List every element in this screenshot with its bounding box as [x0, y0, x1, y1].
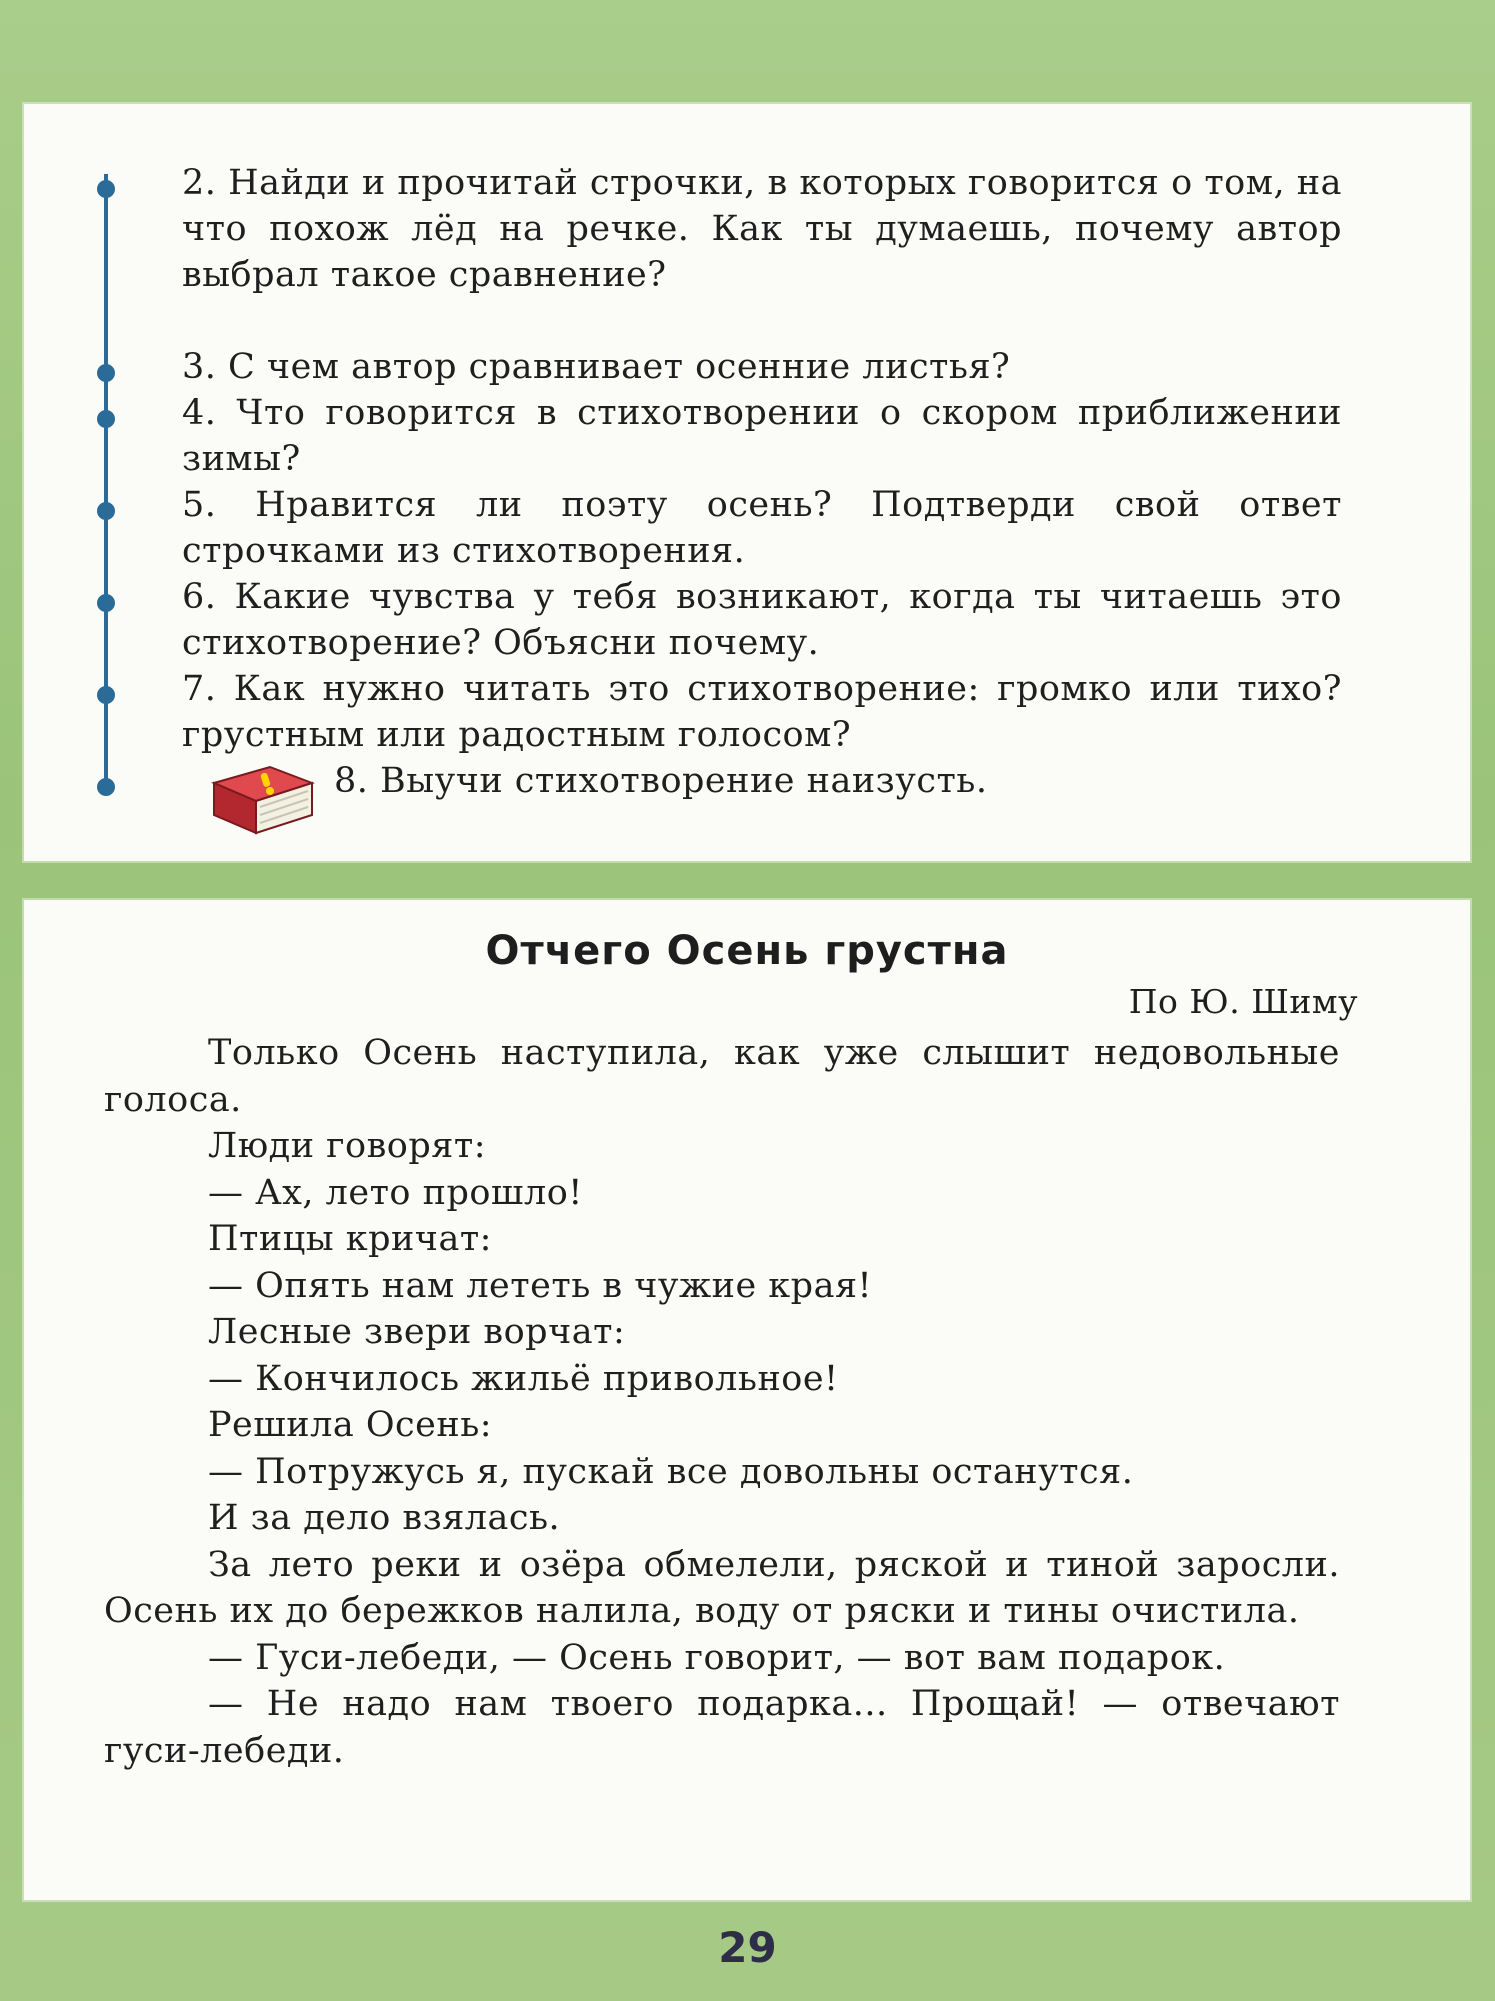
question-4: 4. Что говорится в стихотворении о скором приближении зимы?: [182, 393, 1342, 479]
paragraph: Лесные звери ворчат:: [208, 1312, 626, 1352]
paragraph: — Гуси-лебеди, — Осень говорит, — вот вам подарок.: [208, 1637, 1226, 1678]
paragraph: — Кончилось жильё привольное!: [208, 1358, 839, 1399]
story-text: [104, 1030, 1340, 1774]
story-title: Отчего Осень грустна: [485, 928, 1009, 974]
paragraph: — Не надо нам твоего подарка... Прощай! — отвечают гуси-лебеди.: [104, 1684, 1340, 1771]
question-8: 8. Выучи стихотворение наизусть.: [334, 761, 988, 801]
paragraph: — Ах, лето прошло!: [208, 1172, 583, 1213]
questions-panel: [24, 104, 1470, 861]
question-5: 5. Нравится ли поэту осень? Подтверди свой ответ строчками из стихотворения.: [182, 485, 1342, 571]
paragraph: Птицы кричат:: [208, 1219, 492, 1259]
paragraph: Решила Осень:: [208, 1405, 493, 1445]
story-author: По Ю. Шиму: [1128, 982, 1358, 1021]
paragraph: За лето реки и озёра обмелели, ряской и тиной заросли. Осень их до бережков налила, воду от ряски и тины очистила.: [104, 1544, 1340, 1631]
question-7: 7. Как нужно читать это стихотворение: громко или тихо? грустным или радостным голосом?: [182, 669, 1342, 755]
question-2: 2. Найди и прочитай строчки, в которых говорится о том, на что похож лёд на речке. Как ты думаешь, почему автор выбрал такое сравнение?: [182, 163, 1342, 295]
book-icon: [208, 761, 318, 837]
paragraph: — Потружусь я, пускай все довольны останутся.: [208, 1451, 1134, 1492]
paragraph: — Опять нам лететь в чужие края!: [208, 1265, 873, 1306]
story-panel: [24, 900, 1470, 1900]
page-number: 29: [718, 1923, 777, 1972]
paragraph: Люди говорят:: [208, 1126, 487, 1166]
question-3: 3. С чем автор сравнивает осенние листья?: [182, 347, 1011, 387]
paragraph: И за дело взялась.: [208, 1498, 561, 1538]
question-marker: [97, 778, 115, 796]
question-marker: [97, 180, 115, 198]
question-marker: [97, 686, 115, 704]
question-marker: [97, 594, 115, 612]
question-marker: [97, 410, 115, 428]
paragraph: Только Осень наступила, как уже слышит недовольные голоса.: [104, 1033, 1340, 1120]
question-6: 6. Какие чувства у тебя возникают, когда ты читаешь это стихотворение? Объясни почему.: [182, 577, 1342, 663]
question-marker: [97, 364, 115, 382]
question-marker: [97, 502, 115, 520]
